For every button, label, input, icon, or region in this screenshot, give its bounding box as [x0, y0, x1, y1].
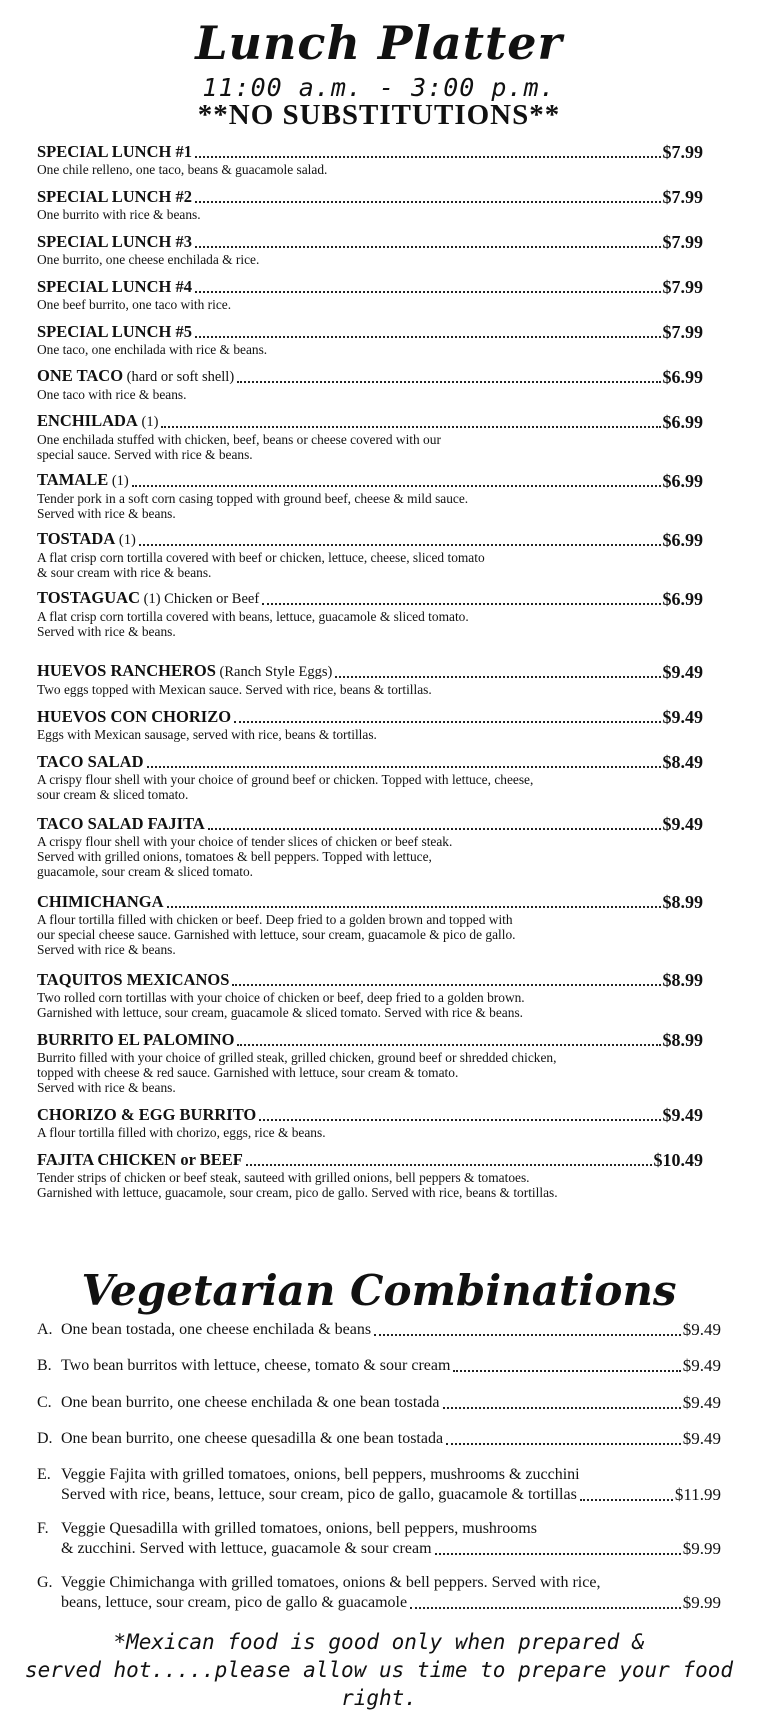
menu-item-title: FAJITA CHICKEN or BEEF [37, 1150, 243, 1169]
dot-leader [262, 591, 660, 605]
vegetarian-item-description: Veggie Chimichanga with grilled tomatoes, onions & bell peppers. Served with rice, [61, 1574, 601, 1591]
footer-note [0, 1628, 758, 1712]
vegetarian-item-letter: B. [37, 1357, 52, 1374]
vegetarian-item-price: $9.99 [682, 1539, 721, 1558]
menu-item-title: CHORIZO & EGG BURRITO [37, 1105, 257, 1124]
menu-item-description: A crispy flour shell with your choice of tender slices of chicken or beef steak. Served with grilled onions, tomatoes & bell peppers. Topped with lettuce, guacamole, sour cream & sliced tomato. [37, 834, 453, 880]
menu-item [37, 367, 703, 402]
dot-leader [446, 1431, 681, 1445]
menu-item [37, 412, 703, 462]
menu-item-price: $7.99 [662, 232, 703, 252]
menu-item [37, 707, 703, 742]
menu-item-line [37, 142, 703, 162]
menu-item-line [37, 322, 703, 342]
dot-leader [246, 1152, 652, 1166]
vegetarian-item [37, 1393, 721, 1413]
dot-leader [208, 816, 661, 830]
menu-item [37, 814, 703, 880]
vegetarian-item-line [37, 1320, 721, 1340]
menu-item-price: $8.99 [662, 1030, 703, 1050]
menu-item-line [37, 232, 703, 252]
vegetarian-item [37, 1320, 721, 1340]
menu-item-price: $7.99 [662, 277, 703, 297]
menu-item-name [37, 529, 136, 550]
menu-item-description: A flour tortilla filled with chorizo, eggs, rice & beans. [37, 1125, 326, 1140]
vegetarian-item [37, 1465, 721, 1505]
dot-leader [374, 1322, 681, 1336]
vegetarian-item-line [37, 1485, 721, 1505]
vegetarian-item-line [37, 1429, 721, 1449]
menu-item-line [37, 277, 703, 297]
vegetarian-item-letter: C. [37, 1394, 52, 1411]
menu-item-name [37, 142, 192, 162]
menu-item-title: TACO SALAD [37, 752, 144, 771]
menu-item-price: $9.49 [662, 707, 703, 727]
dot-leader [234, 709, 660, 723]
menu-item-description: A flour tortilla filled with chicken or beef. Deep fried to a golden brown and topped with our special cheese sauce. Garnished with lettuce, sour cream, guacamole & pico de gallo. Served with rice & beans. [37, 912, 516, 958]
menu-item-title: CHIMICHANGA [37, 892, 164, 911]
menu-item-title: TOSTAGUAC [37, 588, 140, 607]
menu-item [37, 277, 703, 312]
menu-item [37, 232, 703, 267]
vegetarian-item-text: One bean tostada, one cheese enchilada & beans [61, 1321, 372, 1338]
dot-leader [195, 279, 661, 293]
dot-leader [139, 532, 661, 546]
menu-item-description: A flat crisp corn tortilla covered with beans, lettuce, guacamole & sliced tomato. Served with rice & beans. [37, 609, 469, 640]
menu-item-line [37, 367, 703, 387]
vegetarian-item [37, 1519, 721, 1559]
menu-item-line [37, 589, 703, 609]
menu-item-title: TAQUITOS MEXICANOS [37, 970, 230, 989]
menu-item-price: $6.99 [662, 367, 703, 387]
menu-item-description: One taco, one enchilada with rice & beans. [37, 342, 268, 357]
menu-item-price: $9.49 [662, 1105, 703, 1125]
vegetarian-item-text: & zucchini. Served with lettuce, guacamole & sour cream [61, 1540, 432, 1557]
dot-leader [237, 369, 660, 383]
menu-item-name [37, 892, 164, 912]
vegetarian-item-text: Served with rice, beans, lettuce, sour cream, pico de gallo, guacamole & tortillas [61, 1486, 577, 1503]
menu-item [37, 1150, 703, 1200]
menu-item-description: Eggs with Mexican sausage, served with rice, beans & tortillas. [37, 727, 377, 742]
vegetarian-item-price: $9.49 [682, 1429, 721, 1448]
menu-item-price: $7.99 [662, 322, 703, 342]
vegetarian-item-first-line [37, 1465, 721, 1485]
dot-leader [195, 144, 661, 158]
menu-item-description: Two eggs topped with Mexican sauce. Served with rice, beans & tortillas. [37, 682, 432, 697]
menu-item-name [37, 277, 192, 297]
menu-item-line [37, 530, 703, 550]
menu-item-title: ENCHILADA [37, 411, 138, 430]
footer-line-2: served hot.....please allow us time to prepare your food right. [24, 1658, 733, 1710]
menu-item-note: (hard or soft shell) [123, 369, 235, 385]
menu-item-description: One burrito, one cheese enchilada & rice. [37, 252, 260, 267]
menu-item-title: HUEVOS CON CHORIZO [37, 707, 232, 726]
menu-item-description: One taco with rice & beans. [37, 387, 187, 402]
menu-item-line [37, 187, 703, 207]
menu-item-name [37, 1030, 234, 1050]
menu-item-name [37, 752, 144, 772]
page-title: Lunch Platter [195, 16, 563, 70]
vegetarian-item [37, 1573, 721, 1613]
menu-item-name [37, 970, 229, 990]
dot-leader [580, 1487, 673, 1501]
menu-item-price: $7.99 [662, 187, 703, 207]
vegetarian-item-line [37, 1356, 721, 1376]
menu-item-price: $8.99 [662, 970, 703, 990]
vegetarian-item-price: $9.49 [682, 1356, 721, 1375]
menu-item-price: $9.49 [662, 662, 703, 682]
menu-item-description: One burrito with rice & beans. [37, 207, 201, 222]
menu-item-description: A crispy flour shell with your choice of ground beef or chicken. Topped with lettuce, cheese, sour cream & sliced tomato. [37, 772, 534, 803]
menu-item-price: $7.99 [662, 142, 703, 162]
dot-leader [443, 1395, 681, 1409]
dot-leader [161, 414, 660, 428]
vegetarian-item-text: One bean burrito, one cheese enchilada & one bean tostada [61, 1394, 440, 1411]
menu-item-name [37, 366, 234, 387]
menu-item-description: Two rolled corn tortillas with your choice of chicken or beef, deep fried to a golden brown. Garnished with lettuce, sour cream, guacamole & sliced tomato. Served with rice & beans. [37, 990, 525, 1021]
menu-item-description: One chile relleno, one taco, beans & guacamole salad. [37, 162, 328, 177]
menu-item-name [37, 1105, 256, 1125]
no-substitutions-notice: **NO SUBSTITUTIONS** [197, 99, 561, 131]
menu-item-title: SPECIAL LUNCH #1 [37, 142, 192, 161]
menu-item [37, 589, 703, 639]
menu-item [37, 662, 703, 697]
dot-leader [453, 1358, 680, 1372]
vegetarian-item-letter: E. [37, 1466, 51, 1483]
vegetarian-item-letter: G. [37, 1574, 53, 1591]
vegetarian-item-description: Veggie Quesadilla with grilled tomatoes, onions, bell peppers, mushrooms [61, 1520, 537, 1537]
menu-item [37, 1105, 703, 1140]
vegetarian-item-price: $9.99 [682, 1593, 721, 1612]
menu-item-title: SPECIAL LUNCH #3 [37, 232, 192, 251]
menu-item-note: (1) [137, 414, 159, 430]
vegetarian-item-text: beans, lettuce, sour cream, pico de gallo & guacamole [61, 1594, 408, 1611]
vegetarian-item-letter: A. [37, 1321, 53, 1338]
menu-item [37, 752, 703, 802]
menu-item-price: $6.99 [662, 589, 703, 609]
menu-item-note: (1) Chicken or Beef [140, 591, 260, 607]
menu-item-price: $10.49 [653, 1150, 703, 1170]
menu-item-name [37, 588, 259, 609]
menu-item [37, 530, 703, 580]
menu-item-name [37, 232, 192, 252]
vegetarian-item-first-line [37, 1573, 721, 1593]
dot-leader [232, 972, 660, 986]
menu-item [37, 970, 703, 1020]
menu-item-title: BURRITO EL PALOMINO [37, 1030, 235, 1049]
vegetarian-section-title: Vegetarian Combinations [81, 1266, 677, 1315]
menu-item-name [37, 470, 129, 491]
vegetarian-item-letter: D. [37, 1430, 53, 1447]
menu-item-line [37, 752, 703, 772]
menu-item-line [37, 1150, 703, 1170]
menu-item [37, 892, 703, 958]
menu-item-description: Tender pork in a soft corn casing topped with ground beef, cheese & mild sauce. Served with rice & beans. [37, 491, 469, 522]
menu-item [37, 142, 703, 177]
menu-item-line [37, 707, 703, 727]
vegetarian-item-line [37, 1593, 721, 1613]
menu-item-line [37, 662, 703, 682]
menu-item-description: Burrito filled with your choice of grilled steak, grilled chicken, ground beef or shredded chicken, topped with cheese & red sauce. Garnished with lettuce, sour cream & tomato. Served with rice & beans. [37, 1050, 557, 1096]
menu-item-title: HUEVOS RANCHEROS [37, 661, 216, 680]
menu-item-title: TOSTADA [37, 529, 116, 548]
menu-item-name [37, 322, 192, 342]
vegetarian-item-price: $9.49 [682, 1393, 721, 1412]
dot-leader [167, 894, 661, 908]
menu-item-price: $6.99 [662, 412, 703, 432]
menu-item [37, 187, 703, 222]
dot-leader [147, 754, 661, 768]
menu-item-price: $9.49 [662, 814, 703, 834]
menu-item-note: (1) [108, 473, 129, 489]
vegetarian-item-text: Two bean burritos with lettuce, cheese, tomato & sour cream [61, 1357, 451, 1374]
menu-item-name [37, 707, 231, 727]
menu-item-description: Tender strips of chicken or beef steak, sauteed with grilled onions, bell peppers & tomatoes. Garnished with lettuce, guacamole, sour cream, pico de gallo. Served with rice, beans & tortillas. [37, 1170, 558, 1201]
menu-item [37, 322, 703, 357]
menu-item-description: A flat crisp corn tortilla covered with beef or chicken, lettuce, cheese, sliced tomato & sour cream with rice & beans. [37, 550, 485, 581]
footer-line-1: *Mexican food is good only when prepared & [113, 1630, 645, 1654]
vegetarian-item-letter: F. [37, 1520, 49, 1537]
dot-leader [195, 189, 661, 203]
menu-item-title: ONE TACO [37, 366, 124, 385]
menu-item-line [37, 970, 703, 990]
menu-item-note: (1) [115, 532, 136, 548]
vegetarian-item-line [37, 1393, 721, 1413]
menu-item-title: TACO SALAD FAJITA [37, 814, 205, 833]
menu-item-name [37, 187, 192, 207]
dot-leader [237, 1032, 660, 1046]
menu-item-name [37, 661, 332, 682]
dot-leader [259, 1107, 660, 1121]
menu-item-line [37, 1105, 703, 1125]
dot-leader [195, 324, 661, 338]
menu-item-name [37, 411, 158, 432]
vegetarian-item-text: One bean burrito, one cheese quesadilla & one bean tostada [61, 1430, 444, 1447]
menu-item-name [37, 814, 205, 834]
dot-leader [335, 664, 660, 678]
menu-item-description: One beef burrito, one taco with rice. [37, 297, 232, 312]
vegetarian-item [37, 1429, 721, 1449]
dot-leader [435, 1541, 681, 1555]
vegetarian-item-price: $11.99 [674, 1485, 721, 1504]
menu-item-name [37, 1150, 243, 1170]
menu-item-title: SPECIAL LUNCH #5 [37, 322, 192, 341]
menu-item-line [37, 1030, 703, 1050]
menu-item-line [37, 892, 703, 912]
menu-item-description: One enchilada stuffed with chicken, beef, beans or cheese covered with our special sauce. Served with rice & beans. [37, 432, 441, 463]
menu-item [37, 471, 703, 521]
menu-item-line [37, 814, 703, 834]
menu-item-title: SPECIAL LUNCH #2 [37, 187, 192, 206]
dot-leader [410, 1595, 681, 1609]
menu-item [37, 1030, 703, 1096]
dot-leader [132, 473, 661, 487]
vegetarian-item-description: Veggie Fajita with grilled tomatoes, onions, bell peppers, mushrooms & zucchini [61, 1466, 580, 1483]
vegetarian-item [37, 1356, 721, 1376]
menu-item-price: $6.99 [662, 530, 703, 550]
vegetarian-item-price: $9.49 [682, 1320, 721, 1339]
menu-item-line [37, 471, 703, 491]
menu-item-line [37, 412, 703, 432]
vegetarian-item-line [37, 1539, 721, 1559]
menu-item-price: $6.99 [662, 471, 703, 491]
lunch-hours: 11:00 a.m. - 3:00 p.m. [202, 73, 556, 102]
dot-leader [195, 234, 661, 248]
menu-item-price: $8.49 [662, 752, 703, 772]
menu-item-title: SPECIAL LUNCH #4 [37, 277, 192, 296]
menu-item-price: $8.99 [662, 892, 703, 912]
menu-item-title: TAMALE [37, 470, 109, 489]
vegetarian-item-first-line [37, 1519, 721, 1539]
menu-item-note: (Ranch Style Eggs) [215, 664, 333, 680]
